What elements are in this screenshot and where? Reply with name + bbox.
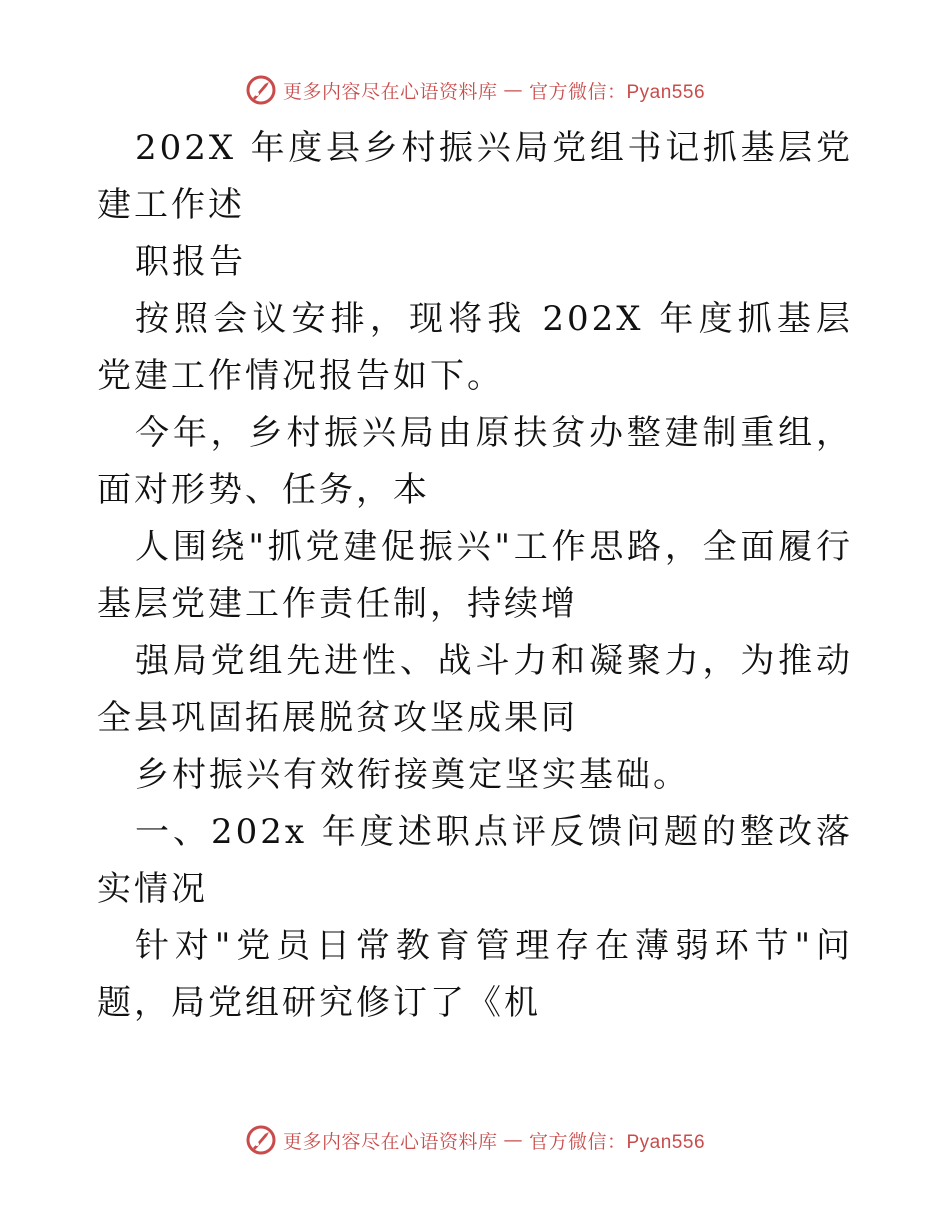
footer-banner [0,1120,950,1160]
paragraph-approach: 人围绕"抓党建促振兴"工作思路，全面履行基层党建工作责任制，持续增 [97,527,853,624]
paragraph-rectification: 针对"党员日常教育管理存在薄弱环节"问题，局党组研究修订了《机 [97,926,853,1023]
header-banner-content [245,74,705,106]
footer-banner-contact: 官方微信：Pyan556 [529,1131,706,1153]
header-banner-text: 更多内容尽在心语资料库 [282,80,498,103]
paragraph-goal: 强局党组先进性、战斗力和凝聚力，为推动全县巩固拓展脱贫攻坚成果同 [97,641,853,738]
header-banner [0,70,950,110]
pen-logo-icon [245,1124,277,1156]
header-banner-contact: 官方微信：Pyan556 [529,81,706,103]
document-title-continuation: 职报告 [135,242,246,282]
footer-banner-content [245,1124,705,1156]
header-banner-separator: — [503,79,523,101]
paragraph-background: 今年，乡村振兴局由原扶贫办整建制重组，面对形势、任务，本 [97,413,853,510]
section-heading-1: 一、202x 年度述职点评反馈问题的整改落实情况 [97,812,853,909]
document-title-line: 202X 年度县乡村振兴局党组书记抓基层党建工作述 [97,128,853,225]
footer-banner-text: 更多内容尽在心语资料库 [282,1130,498,1153]
document-body [97,120,853,1032]
footer-banner-separator: — [503,1129,523,1151]
pen-logo-icon [245,74,277,106]
paragraph-intro: 按照会议安排，现将我 202X 年度抓基层党建工作情况报告如下。 [97,299,853,396]
paragraph-goal-end: 乡村振兴有效衔接奠定坚实基础。 [135,755,690,795]
